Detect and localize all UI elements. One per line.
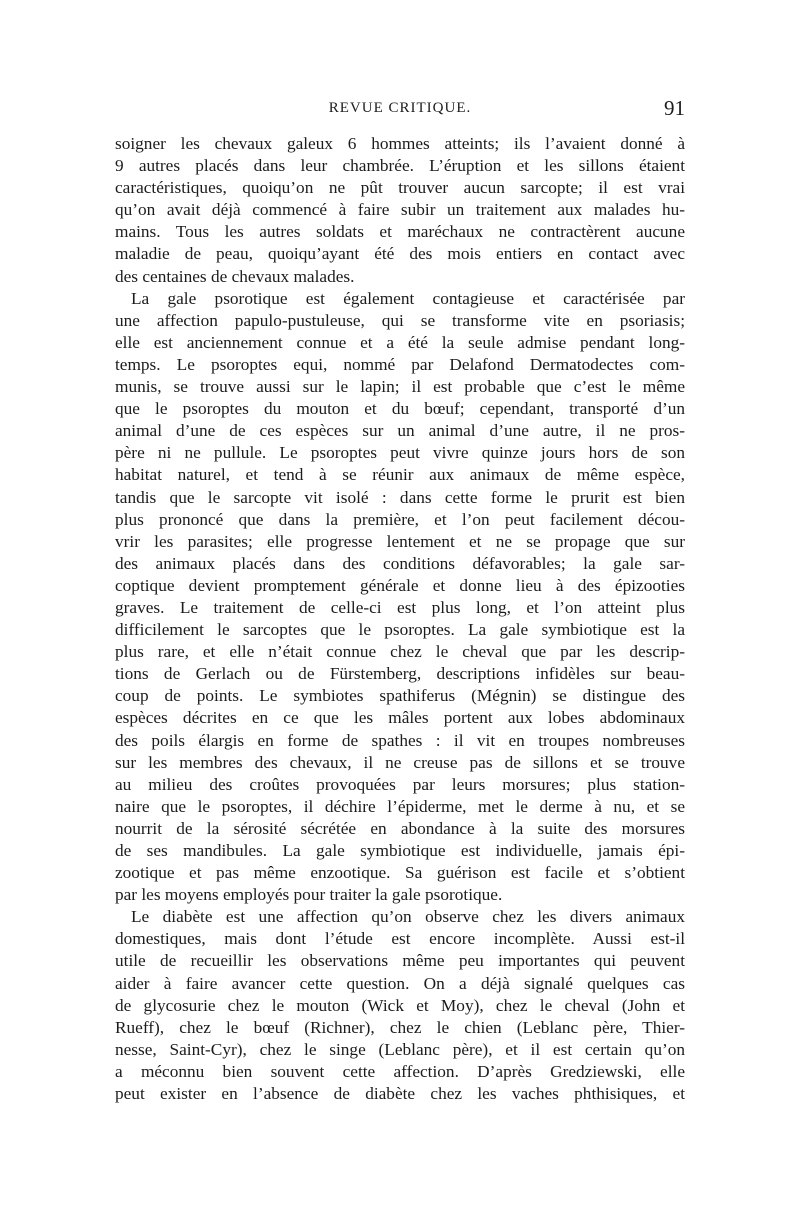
- text-line: sur les membres des chevaux, il ne creuse pas de sillons et se trouve: [115, 752, 685, 772]
- text-line: coup de points. Le symbiotes spathiferus (Mégnin) se distingue des: [115, 686, 685, 706]
- text-line: des poils élargis en forme de spathes : il vit en troupes nombreuses: [115, 730, 685, 750]
- text-line: habitat naturel, et tend à se réunir aux animaux de même espèce,: [115, 465, 685, 485]
- text-line: au milieu des croûtes provoquées par leurs morsures; plus station-: [115, 774, 685, 794]
- text-line: coptique devient promptement générale et donne lieu à des épizooties: [115, 575, 685, 595]
- text-line: naire que le psoroptes, il déchire l’épiderme, met le derme à nu, et se: [115, 796, 685, 816]
- text-line: difficilement le sarcoptes que le psoroptes. La gale symbiotique est la: [115, 620, 685, 640]
- text-line: utile de recueillir les observations même peu importantes qui peuvent: [115, 951, 685, 971]
- text-line: graves. Le traitement de celle-ci est plus long, et l’on atteint plus: [115, 597, 685, 617]
- running-head: [115, 96, 685, 126]
- text-line: domestiques, mais dont l’étude est encore incomplète. Aussi est-il: [115, 929, 685, 949]
- text-line: caractéristiques, quoiqu’on ne pût trouver aucun sarcopte; il est vrai: [115, 178, 685, 198]
- text-line: une affection papulo-pustuleuse, qui se transforme vite en psoriasis;: [115, 310, 685, 330]
- text-line: que le psoroptes du mouton et du bœuf; cependant, transporté d’un: [115, 399, 685, 419]
- text-line: temps. Le psoroptes equi, nommé par Delafond Dermatodectes com-: [115, 354, 685, 374]
- text-line: nourrit de la sérosité sécrétée en abondance à la suite des morsures: [115, 818, 685, 838]
- text-line: nesse, Saint-Cyr), chez le singe (Leblanc père), et il est certain qu’on: [115, 1039, 685, 1059]
- text-line: elle est anciennement connue et a été la seule admise pendant long-: [115, 332, 685, 352]
- paragraph-end-line: des centaines de chevaux malades.: [115, 266, 355, 286]
- paragraph-end-line: par les moyens employés pour traiter la gale psorotique.: [115, 885, 503, 905]
- text-line: aider à faire avancer cette question. On a déjà signalé quelques cas: [115, 973, 685, 993]
- text-line: peut exister en l’absence de diabète chez les vaches phthisiques, et: [115, 1084, 685, 1104]
- page-number: 91: [664, 96, 685, 120]
- text-line: espèces décrites en ce que les mâles portent aux lobes abdominaux: [115, 708, 685, 728]
- text-line: des animaux placés dans des conditions défavorables; la gale sar-: [115, 553, 685, 573]
- text-line: Rueff), chez le bœuf (Richner), chez le chien (Leblanc père, Thier-: [115, 1017, 685, 1037]
- text-line: plus rare, et elle n’était connue chez le cheval que par les descrip-: [115, 642, 685, 662]
- text-line: vrir les parasites; elle progresse lentement et ne se propage que sur: [115, 531, 685, 551]
- body-text: [115, 133, 685, 1105]
- text-line: zootique et pas même enzootique. Sa guérison est facile et s’obtient: [115, 863, 685, 883]
- text-line: soigner les chevaux galeux 6 hommes atteints; ils l’avaient donné à: [115, 134, 685, 153]
- text-line: plus prononcé que dans la première, et l’on peut facilement décou-: [115, 509, 685, 529]
- text-line: de ses mandibules. La gale symbiotique est individuelle, jamais épi-: [115, 841, 685, 860]
- text-line: munis, se trouve aussi sur le lapin; il est probable que c’est le même: [115, 377, 685, 397]
- paragraph-start-line: La gale psorotique est également contagieuse et caractérisée par: [131, 288, 685, 308]
- paragraph-start-line: Le diabète est une affection qu’on observe chez les divers animaux: [131, 907, 685, 927]
- text-line: tions de Gerlach ou de Fürstemberg, descriptions infidèles sur beau-: [115, 664, 685, 684]
- text-line: maladie de peau, quoiqu’ayant été des mois entiers en contact avec: [115, 244, 685, 264]
- text-line: a méconnu bien souvent cette affection. D’après Gredziewski, elle: [115, 1061, 685, 1081]
- text-line: 9 autres placés dans leur chambrée. L’éruption et les sillons étaient: [115, 156, 685, 176]
- text-line: père ni ne pullule. Le psoroptes peut vivre quinze jours hors de son: [115, 443, 685, 463]
- text-line: animal d’une de ces espèces sur un animal d’une autre, il ne pros-: [115, 421, 685, 441]
- text-line: tandis que le sarcopte vit isolé : dans cette forme le prurit est bien: [115, 487, 685, 507]
- text-line: de glycosurie chez le mouton (Wick et Moy), chez le cheval (John et: [115, 995, 685, 1015]
- text-line: qu’on avait déjà commencé à faire subir un traitement aux malades hu-: [115, 200, 685, 220]
- text-line: mains. Tous les autres soldats et maréchaux ne contractèrent aucune: [115, 222, 685, 242]
- running-title: REVUE CRITIQUE.: [328, 100, 472, 116]
